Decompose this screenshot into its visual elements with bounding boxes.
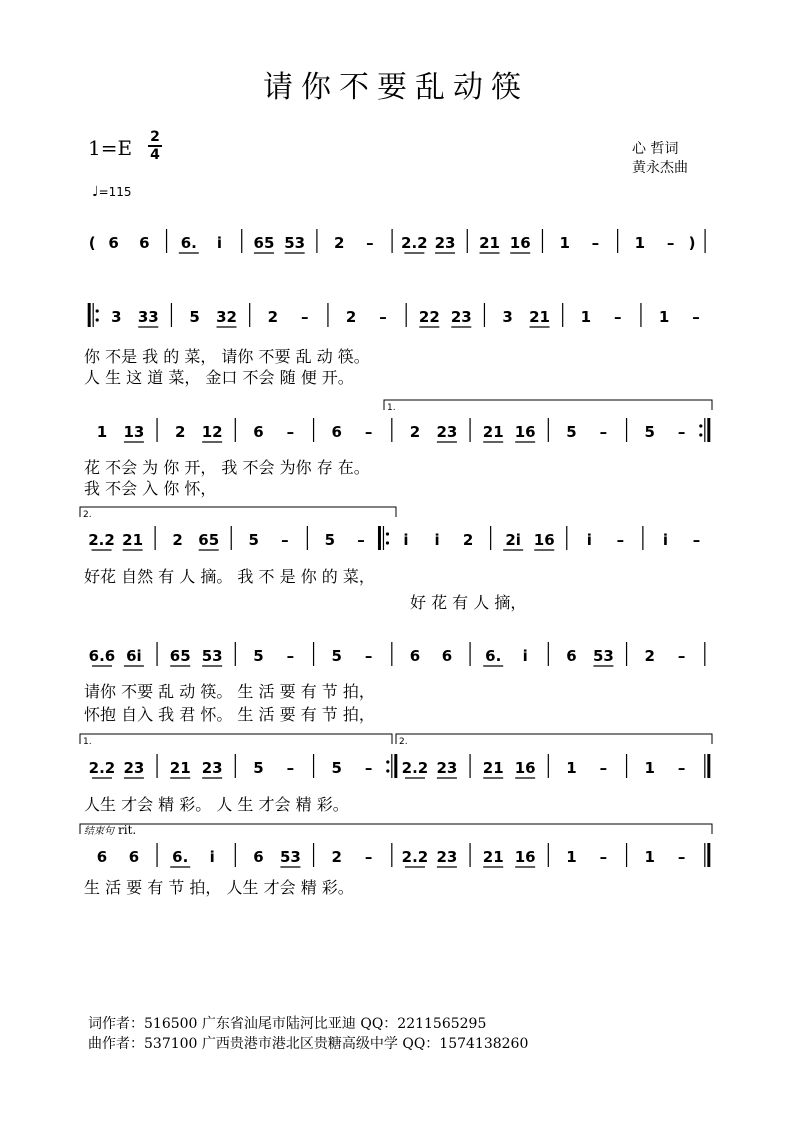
note: – [364, 848, 373, 866]
lyric-line-3a: 花 不会 为 你 开， 我 不会 为你 存 在。 [84, 458, 370, 477]
note: – [666, 234, 675, 252]
lyric-line-4b: 好 花 有 人 摘， [410, 593, 527, 612]
note: – [281, 531, 289, 549]
note: – [614, 308, 622, 326]
note: 12 [201, 423, 223, 441]
lyric-line-2a: 你 不是 我 的 菜， 请你 不要 乱 动 筷。 [84, 347, 370, 366]
note: – [286, 647, 295, 665]
note: 65 [253, 234, 275, 252]
note: 16 [509, 234, 531, 252]
footer-lyricist: 词作者：516500 广东省汕尾市陆河比亚迪 QQ：2211565295 [88, 1016, 487, 1032]
lyric-line-2b: 人 生 这 道 菜， 金口 不会 随 便 开。 [84, 368, 354, 387]
note: – [616, 531, 625, 549]
note: ) [688, 234, 696, 252]
note: 6 [566, 647, 577, 665]
note: 2.2 [401, 234, 428, 252]
note: 21 [482, 423, 504, 441]
note: – [692, 531, 701, 549]
note: – [599, 759, 608, 777]
note: 1 [566, 848, 577, 866]
quarter-note-icon: ♩ [92, 184, 99, 200]
note: – [301, 308, 309, 326]
note: i [403, 531, 409, 549]
note: 2 [409, 423, 421, 441]
note: 23 [123, 759, 145, 777]
note: 1 [96, 423, 108, 441]
lyricist-credit: 心 哲词 [632, 141, 679, 157]
ending-text: 结束句 [84, 826, 114, 837]
note: 5 [248, 531, 259, 549]
note: i [434, 531, 440, 549]
note: 16 [514, 848, 536, 866]
note: 16 [533, 531, 555, 549]
note: 6 [96, 848, 108, 866]
note: 6 [409, 647, 421, 665]
barline [699, 418, 709, 442]
note: 2.2 [401, 759, 429, 777]
ending-bracket [80, 734, 392, 747]
note: 21 [169, 759, 191, 777]
note: i [522, 647, 528, 665]
note: – [591, 234, 600, 252]
note: – [286, 759, 295, 777]
note: 2 [462, 531, 474, 549]
note: – [677, 423, 686, 441]
lyric-line-4a: 好花 自然 有 人 摘。 我 不 是 你 的 菜， [84, 567, 375, 586]
note: – [364, 647, 373, 665]
note: 5 [331, 647, 342, 665]
note: 6. [180, 234, 197, 252]
note: 6 [128, 848, 140, 866]
note: 33 [137, 308, 159, 326]
page-title: 请你不要乱动筷 [263, 70, 529, 105]
note: – [364, 423, 373, 441]
note: 2 [172, 531, 183, 549]
svg-text:1.: 1. [83, 737, 92, 747]
note: 5 [253, 647, 264, 665]
note: 53 [201, 647, 223, 665]
note: – [677, 848, 686, 866]
note: 1 [658, 308, 670, 326]
note: 5 [189, 308, 200, 326]
note: – [364, 759, 373, 777]
lyric-line-5a: 请你 不要 乱 动 筷。 生 活 要 有 节 拍， [84, 682, 375, 701]
note: 2 [644, 647, 655, 665]
note: 21 [122, 531, 144, 549]
ending-bracket [80, 824, 712, 834]
svg-text:2.: 2. [83, 510, 92, 520]
note: 6 [108, 234, 119, 252]
note: 1 [559, 234, 570, 252]
lyric-line-7: 生 活 要 有 节 拍， 人生 才会 精 彩。 [84, 878, 354, 897]
note: 1 [644, 759, 655, 777]
ending-bracket [384, 400, 712, 413]
note: – [692, 308, 700, 326]
note: 22 [418, 308, 440, 326]
note: 2 [345, 308, 357, 326]
note: ( [88, 234, 96, 252]
note: 53 [279, 848, 301, 866]
note: 6. [172, 848, 189, 866]
lyric-line-3b: 我 不会 入 你 怀， [84, 479, 217, 498]
note: 6 [253, 423, 264, 441]
note: 16 [514, 759, 536, 777]
note: 5 [324, 531, 336, 549]
note: 53 [284, 234, 306, 252]
note: 21 [482, 848, 504, 866]
note: – [599, 423, 608, 441]
note: 2.2 [88, 759, 116, 777]
note: 23 [436, 759, 458, 777]
note: 6 [331, 423, 342, 441]
barline [379, 526, 389, 550]
key-signature: 1=E [88, 136, 133, 160]
note: 2i [505, 531, 521, 549]
note: 5 [644, 423, 655, 441]
composer-credit: 黄永杰曲 [632, 160, 688, 176]
note: 2 [333, 234, 345, 252]
tempo-value: =115 [98, 185, 132, 199]
time-signature-bottom: 4 [150, 147, 160, 163]
note: 6 [253, 848, 264, 866]
note: – [366, 234, 374, 252]
note: 2.2 [401, 848, 429, 866]
note: 6. [485, 647, 502, 665]
note: 13 [123, 423, 145, 441]
note: 5 [253, 759, 264, 777]
note: – [379, 308, 387, 326]
note: 1 [580, 308, 592, 326]
note: 2 [331, 848, 342, 866]
note: 23 [436, 848, 458, 866]
note: 6 [139, 234, 150, 252]
svg-text:2.: 2. [399, 737, 408, 747]
lyric-line-6: 人生 才会 精 彩。 人 生 才会 精 彩。 [84, 795, 349, 814]
note: 23 [436, 423, 458, 441]
note: 1 [566, 759, 577, 777]
barline [705, 843, 709, 867]
svg-text:1.: 1. [387, 403, 396, 413]
note: i [216, 234, 223, 252]
ritardando: rit. [118, 823, 137, 837]
lyric-line-5b: 怀抱 自入 我 君 怀。 生 活 要 有 节 拍， [84, 705, 375, 724]
note: 53 [592, 647, 614, 665]
note: 32 [216, 308, 237, 326]
note: 1 [644, 848, 655, 866]
note: – [677, 759, 686, 777]
note: 2 [267, 308, 279, 326]
note: i [586, 531, 592, 549]
note: 16 [514, 423, 536, 441]
note: 65 [198, 531, 220, 549]
note: 2 [175, 423, 186, 441]
note: 21 [479, 234, 500, 252]
ending-bracket [80, 507, 396, 520]
note: 3 [111, 308, 122, 326]
note: 65 [169, 647, 191, 665]
time-signature-top: 2 [150, 129, 160, 145]
ending-bracket [396, 734, 712, 747]
note: 6i [126, 647, 142, 665]
barline [705, 754, 709, 778]
barline [386, 754, 396, 778]
note: 6 [441, 647, 453, 665]
note: 5 [331, 759, 342, 777]
note: 5 [566, 423, 577, 441]
note: 3 [502, 308, 513, 326]
note: 21 [482, 759, 504, 777]
barline [89, 303, 99, 327]
note: 23 [201, 759, 223, 777]
note: i [662, 531, 668, 549]
note: 6.6 [88, 647, 116, 665]
note: – [357, 531, 365, 549]
footer-composer: 曲作者：537100 广西贵港市港北区贵糖高级中学 QQ：1574138260 [88, 1036, 529, 1052]
note: 2.2 [88, 531, 115, 549]
note: 1 [634, 234, 646, 252]
note: 21 [529, 308, 550, 326]
note: – [599, 848, 608, 866]
note: 23 [450, 308, 472, 326]
note: i [209, 848, 215, 866]
note: 23 [434, 234, 456, 252]
note: – [286, 423, 295, 441]
note: – [677, 647, 686, 665]
